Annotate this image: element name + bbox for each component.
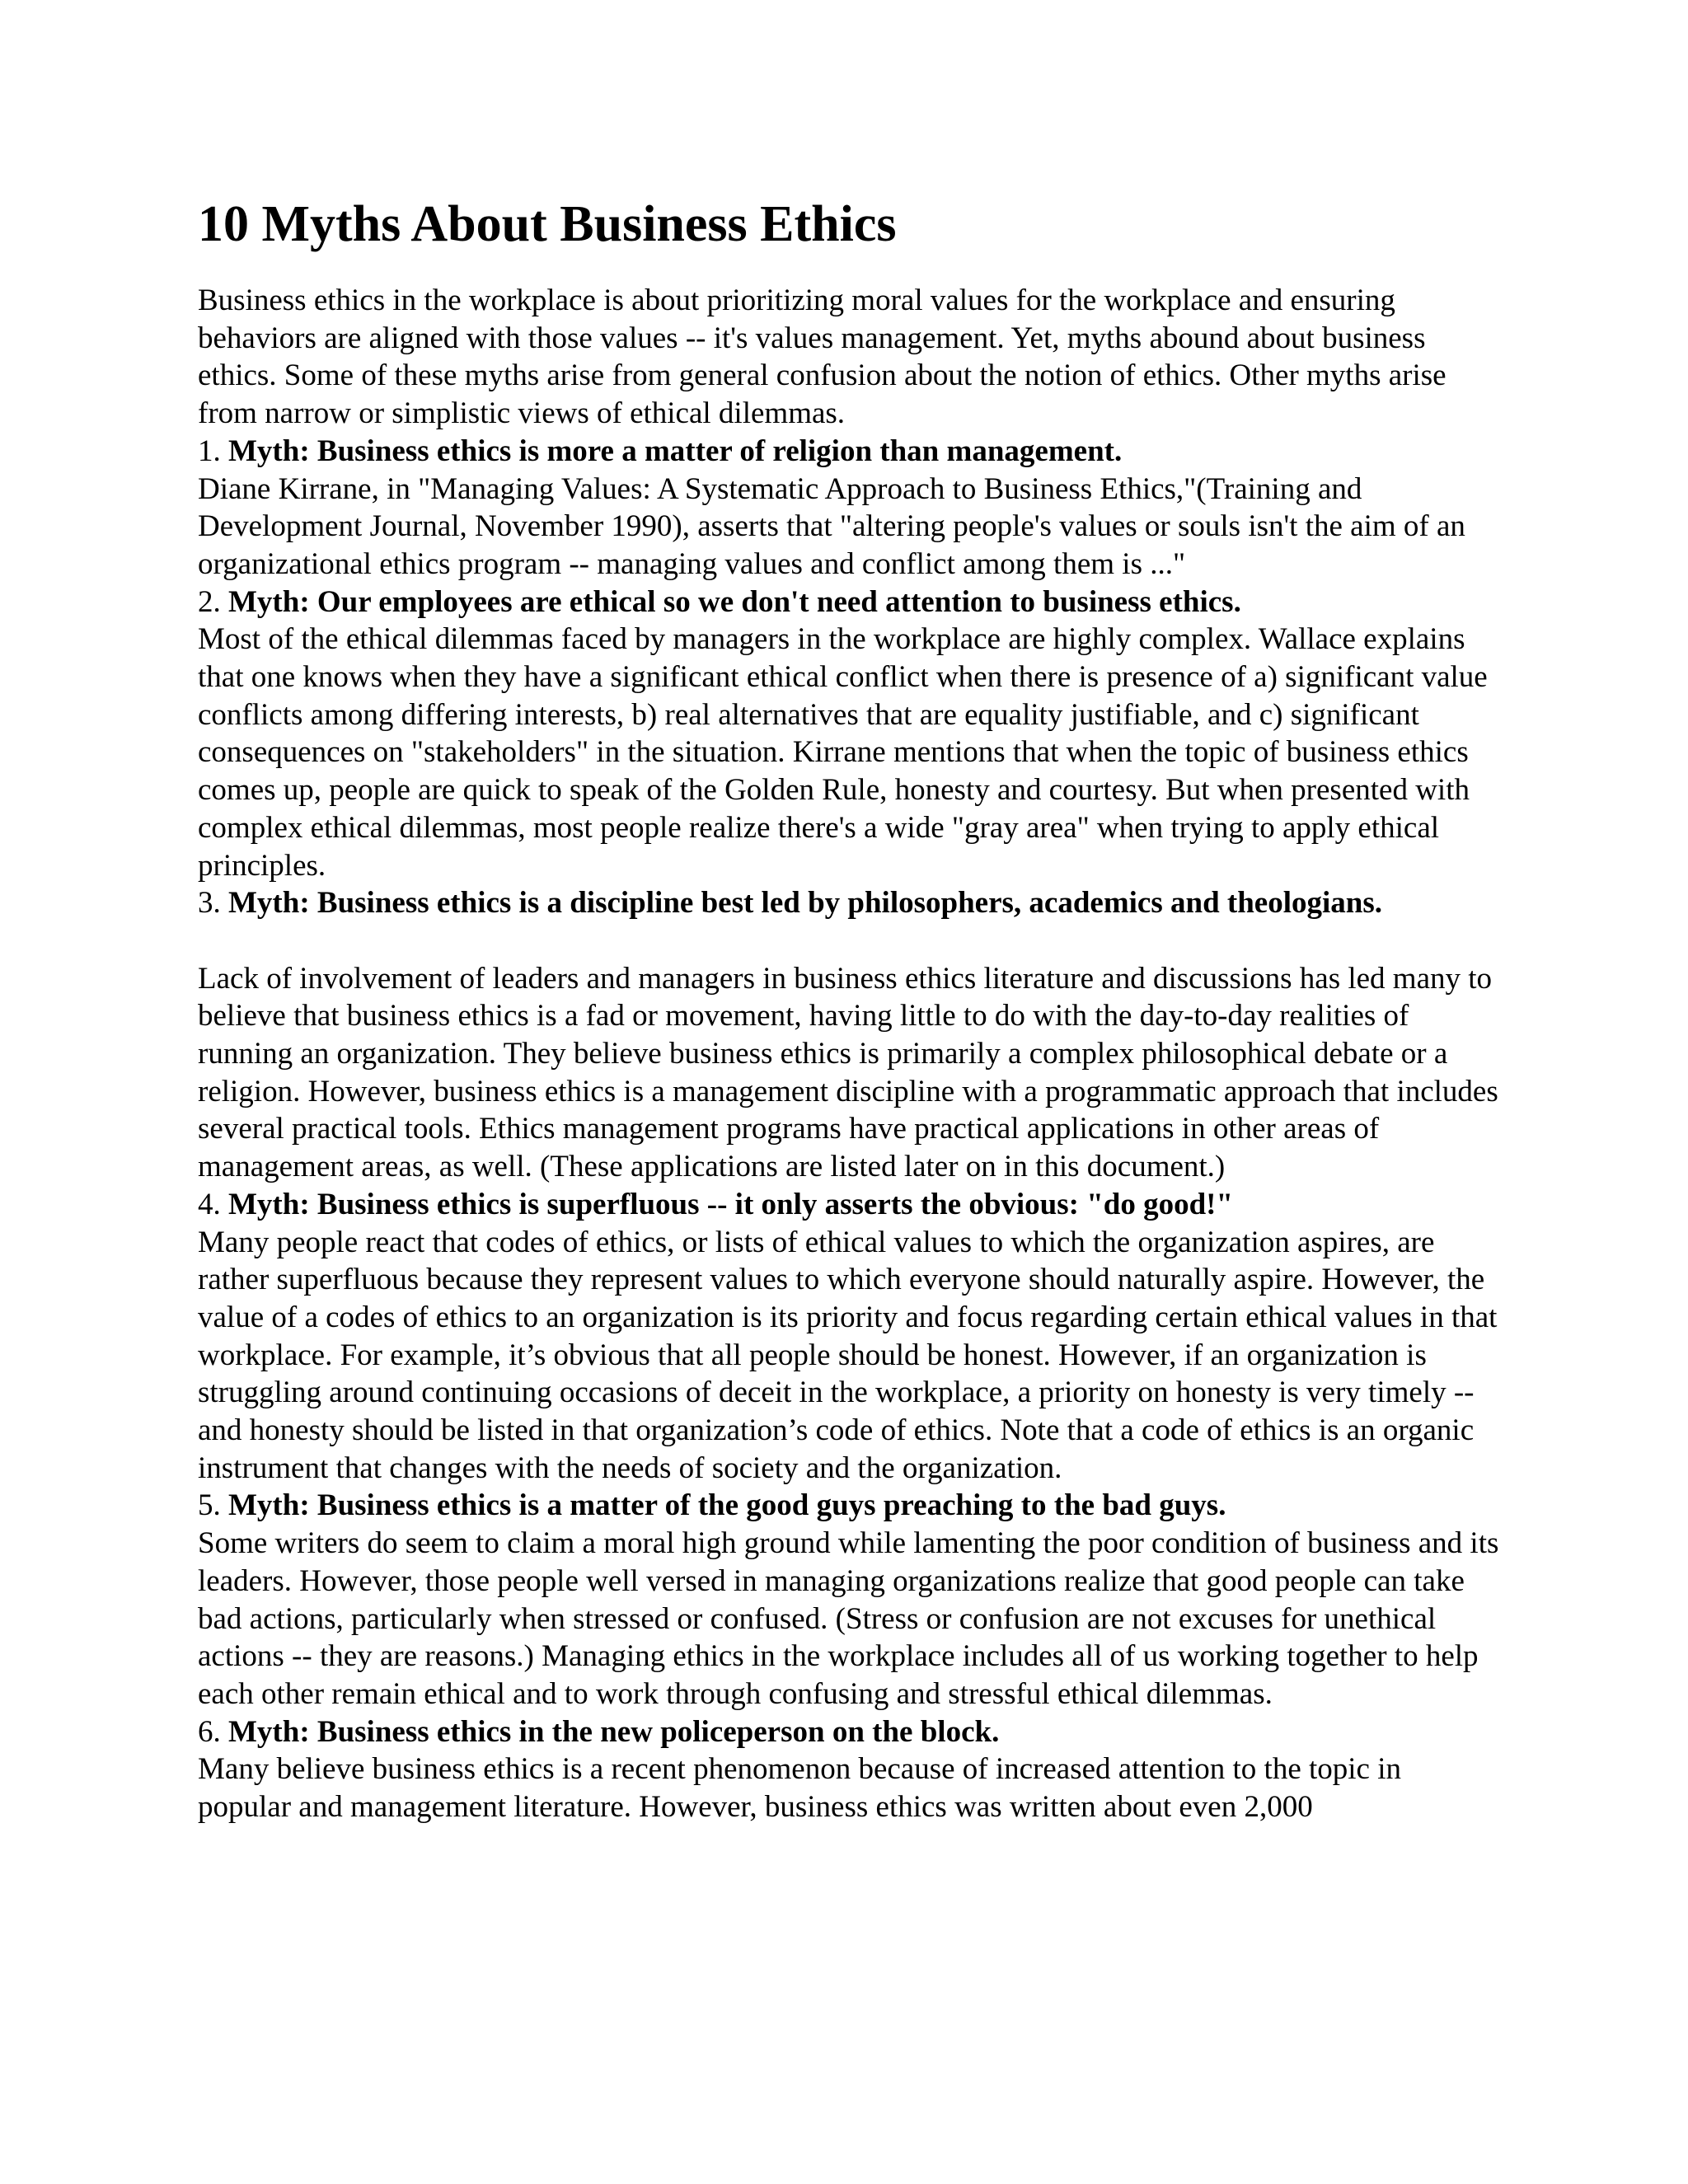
myth-number: 2.: [198, 584, 228, 619]
myth-number: 3.: [198, 886, 228, 921]
myth-3-text: Lack of involvement of leaders and managers in business ethics literature and discussions has led many to believe that business ethics is a fad or movement, having little to do with the day-to-day realities of running an organization. They believe business ethics is primarily a complex philosophical debate or a religion. However, business ethics is a management discipline with a programmatic approach that includes several practical tools. Ethics management programs have practical applications in other areas of management areas, as well. (These applications are listed later on in this document.): [198, 961, 1498, 1184]
myth-2-heading: [198, 583, 1500, 621]
document-page: [198, 194, 1500, 1826]
myth-3-heading: [198, 884, 1500, 922]
myth-2-text: Most of the ethical dilemmas faced by managers in the workplace are highly complex. Wallace explains that one knows when they have a significant ethical conflict when there is presence of a) significant value conflicts among differing interests, b) real alternatives that are equality justifiable, and c) significant consequences on "stakeholders" in the situation. Kirrane mentions that when the topic of business ethics comes up, people are quick to speak of the Golden Rule, honesty and courtesy. But when presented with complex ethical dilemmas, most people realize there's a wide "gray area" when trying to apply ethical principles.: [198, 622, 1488, 883]
intro-paragraph: Business ethics in the workplace is about prioritizing moral values for the workplace and ensuring behaviors are aligned with those values -- it's values management. Yet, myths abound about business ethics. Some of these myths arise from general confusion about the notion of ethics. Other myths arise from narrow or simplistic views of ethical dilemmas.: [198, 284, 1447, 431]
myth-title: Myth: Business ethics is more a matter of religion than management.: [228, 434, 1123, 468]
myth-number: 4.: [198, 1187, 228, 1221]
blank-line: [198, 922, 1500, 960]
myth-title: Myth: Our employees are ethical so we don't need attention to business ethics.: [228, 584, 1241, 619]
document-body: [198, 282, 1500, 1826]
myth-number: 1.: [198, 434, 228, 468]
myth-title: Myth: Business ethics is a matter of the good guys preaching to the bad guys.: [228, 1488, 1226, 1523]
myth-1-text: Diane Kirrane, in "Managing Values: A Systematic Approach to Business Ethics,"(Training and Development Journal, November 1990), asserts that "altering people's values or souls isn't the aim of an organizational ethics program -- managing values and conflict among them is ...": [198, 471, 1465, 581]
myth-title: Myth: Business ethics is a discipline best led by philosophers, academics and theologians.: [228, 886, 1383, 921]
myth-4-heading: [198, 1186, 1500, 1224]
myth-title: Myth: Business ethics in the new policeperson on the block.: [228, 1714, 1000, 1749]
myth-title: Myth: Business ethics is superfluous -- it only asserts the obvious: "do good!": [228, 1187, 1234, 1221]
myth-6-heading: [198, 1713, 1500, 1751]
page-title: 10 Myths About Business Ethics: [198, 196, 897, 252]
myth-5-text: Some writers do seem to claim a moral high ground while lamenting the poor condition of business and its leaders. However, those people well versed in managing organizations realize that good people can take bad actions, particularly when stressed or confused. (Stress or confusion are not excuses for unethical actions -- they are reasons.) Managing ethics in the workplace includes all of us working together to help each other remain ethical and to work through confusing and stressful ethical dilemmas.: [198, 1526, 1499, 1711]
myth-6-text: Many believe business ethics is a recent phenomenon because of increased attention to the topic in popular and management literature. However, business ethics was written about even 2,000: [198, 1752, 1402, 1825]
myth-number: 6.: [198, 1714, 228, 1749]
myth-4-text: Many people react that codes of ethics, or lists of ethical values to which the organization aspires, are rather superfluous because they represent values to which everyone should naturally aspire. However, the value of a codes of ethics to an organization is its priority and focus regarding certain ethical values in that workplace. For example, it’s obvious that all people should be honest. However, if an organization is struggling around continuing occasions of deceit in the workplace, a priority on honesty is very timely -- and honesty should be listed in that organization’s code of ethics. Note that a code of ethics is an organic instrument that changes with the needs of society and the organization.: [198, 1225, 1498, 1485]
myth-number: 5.: [198, 1488, 228, 1523]
myth-1-heading: [198, 433, 1500, 471]
myth-5-heading: [198, 1487, 1500, 1525]
